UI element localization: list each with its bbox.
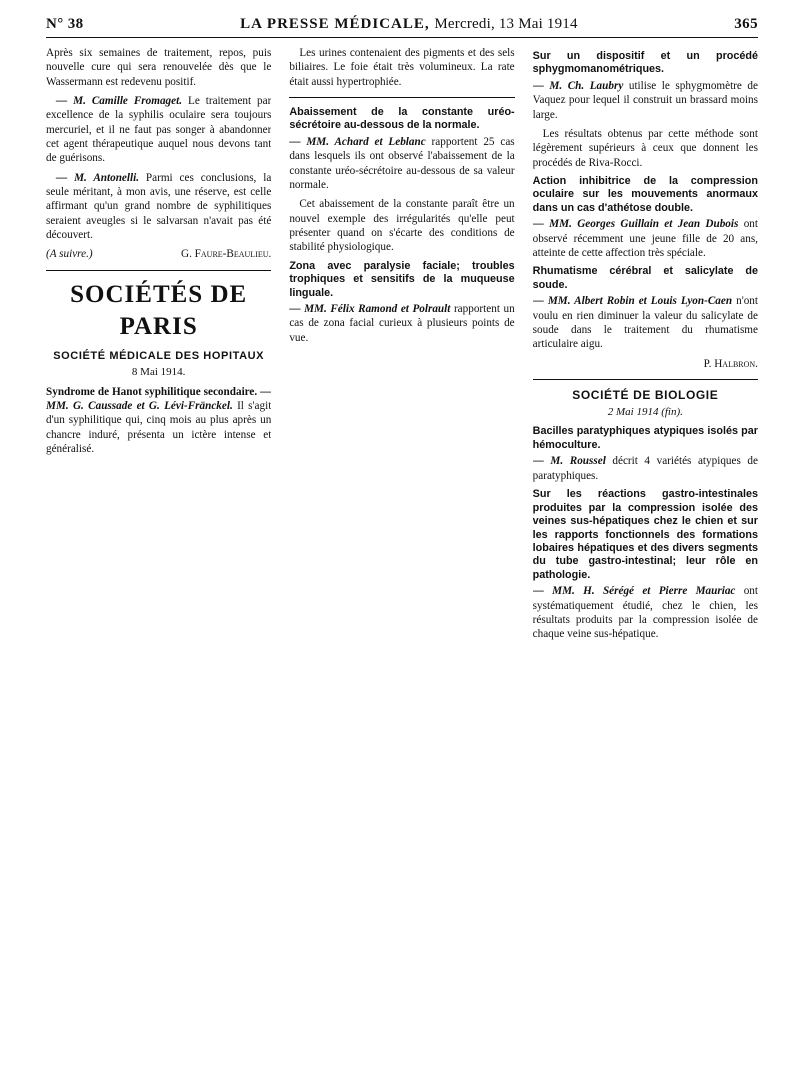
hanot-text: Il s'agit d'un syphilitique qui, cinq mois au plus après un chancre induré, présenta un ictère intense et généralisé. — [46, 400, 272, 456]
roussel-authors: — M. Roussel — [532, 455, 606, 468]
journal-title: LA PRESSE MÉDICALE — [240, 16, 425, 32]
page-header — [46, 16, 758, 38]
guillain-paragraph — [533, 217, 758, 260]
achard-paragraph — [289, 135, 514, 192]
zona-paragraph — [289, 302, 514, 345]
suivre-note: (A suivre.) — [46, 248, 93, 261]
zona-title: Zona avec paralysie faciale; troubles trophiques et sensitifs de la muqueuse linguale. — [289, 259, 515, 299]
liver-paragraph: Les urines contenaient des pigments et des sels biliaires. Le foie était très volumineux. La rate était aussi hypertrophiée. — [289, 47, 515, 88]
biologie-society-name: SOCIÉTÉ DE BIOLOGIE — [572, 387, 719, 402]
text-columns — [46, 46, 758, 1056]
column-1 — [46, 46, 271, 1056]
column-3 — [533, 46, 758, 1056]
article-signature-row — [46, 247, 271, 261]
fromaget-author: — M. Camille Fromaget. — [56, 94, 183, 107]
robin-title: Rhumatisme cérébral et salicylate de soude. — [532, 265, 758, 291]
antonelli-author: — M. Antonelli. — [56, 171, 140, 184]
roussel-title: Bacilles paratyphiques atypiques isolés par hémoculture. — [532, 425, 758, 451]
robin-authors: — MM. Albert Robin et Louis Lyon-Caen — [532, 295, 733, 308]
zona-authors: — MM. Félix Ramond et Polrault — [289, 303, 451, 316]
serege-authors: — MM. H. Sérégé et Pierre Mauriac — [532, 585, 736, 598]
section-divider — [533, 379, 758, 380]
society-name: SOCIÉTÉ MÉDICALE DES HOPITAUX — [53, 349, 265, 362]
serege-paragraph — [533, 584, 758, 641]
antonelli-paragraph — [46, 171, 271, 243]
section-divider — [46, 270, 271, 271]
biologie-date: 2 Mai 1914 (fin). — [607, 406, 683, 419]
hanot-authors: — MM. G. Caussade et G. Lévi-Fränckel. — [46, 385, 272, 413]
robin-paragraph — [533, 294, 758, 351]
laubry-text: utilise le sphygmomètre de Vaquez pour lequel il construit un brassard moins large. — [532, 79, 758, 121]
robin-signature: P. Halbron. — [703, 357, 758, 370]
resultats-paragraph: Les résultats obtenus par cette méthode sont légèrement supérieurs à ceux que donnent les procédés de Riva-Rocci. — [532, 127, 758, 169]
achard-authors: — MM. Achard et Leblanc — [289, 135, 426, 148]
society-date: 8 Mai 1914. — [131, 365, 186, 378]
laubry-paragraph — [533, 79, 758, 122]
zona-text: rapportent un cas de zona facial curieux à plusieurs points de vue. — [289, 303, 515, 344]
roussel-paragraph — [533, 454, 758, 483]
serege-title: Sur les réactions gastro-intestinales produites par la compression isolée des veines sus-hépatiques chez le chien et sur les rapports fonctionnels des formations lobaires hépatiques et des divers segments du tube gastro-intestinal; leur rôle en pathologie. — [532, 488, 758, 581]
guillain-text: ont observé récemment une jeune fille de 20 ans, atteinte de cette affection très spéciale. — [532, 218, 758, 260]
societes-heading: SOCIÉTÉS DE PARIS — [70, 280, 248, 340]
article-divider — [289, 97, 514, 98]
achard-text: rapportent 25 cas dans lesquels ils ont observé l'abaissement de la constante uréo-sécrétoire au-dessous de sa valeur normale. — [289, 135, 515, 191]
issue-date: Mercredi, 13 Mai 1914 — [434, 16, 578, 32]
hanot-title: Syndrome de Hanot syphilitique secondaire. — [46, 385, 258, 398]
roussel-text: décrit 4 variétés atypiques de paratyphiques. — [532, 455, 758, 482]
serege-text: ont systématiquement étudié, chez le chien, les résultats produits par la compression isolée de chaque veine sus-hépatique. — [532, 585, 758, 641]
article-signature: G. Faure-Beaulieu. — [181, 248, 272, 261]
laubry-title: Sur un dispositif et un procédé sphygmomanométriques. — [532, 50, 758, 76]
continuation-paragraph: Après six semaines de traitement, repos, puis nouvelle cure qui sera renouvelée dès que le Wassermann est redevenu positif. — [46, 47, 272, 88]
fromaget-paragraph — [46, 94, 271, 166]
robin-text: n'ont voulu en rien diminuer la valeur du salicylate de soude dans le traitement du rhumatisme articulaire aigu. — [532, 295, 758, 351]
laubry-authors: — M. Ch. Laubry — [532, 79, 624, 92]
fromaget-text: Le traitement par excellence de la syphilis oculaire sera toujours mercuriel, et il ne faut pas songer à abandonner cet agent thérapeutique auquel nous devons tant de guérisons. — [46, 94, 272, 165]
guillain-title: Action inhibitrice de la compression oculaire sur les mouvements anormaux dans un cas d'athétose double. — [532, 174, 758, 214]
antonelli-text: Parmi ces conclusions, la seule méritant, à mon avis, une réserve, est celle affirmant qu'un grand nombre de syphilitiques seraient aveugles si le salvarsan n'avait pas été découvert. — [46, 171, 272, 241]
column-2 — [289, 46, 514, 1056]
journal-masthead: LA PRESSE MÉDICALE, Mercredi, 13 Mai 1914 — [240, 16, 578, 32]
achard-title: Abaissement de la constante uréo-sécrétoire au-dessous de la normale. — [289, 105, 515, 132]
page-number-right: 365 — [734, 16, 758, 32]
constante-paragraph: Cet abaissement de la constante paraît être un nouvel exemple des irrégularités qu'elle peut présenter quand on s'écarte des conditions de stabilité physiologique. — [289, 198, 515, 254]
guillain-authors: — MM. Georges Guillain et Jean Dubois — [532, 218, 739, 231]
hanot-paragraph — [46, 385, 271, 457]
page-number-left: N° 38 — [46, 16, 84, 32]
